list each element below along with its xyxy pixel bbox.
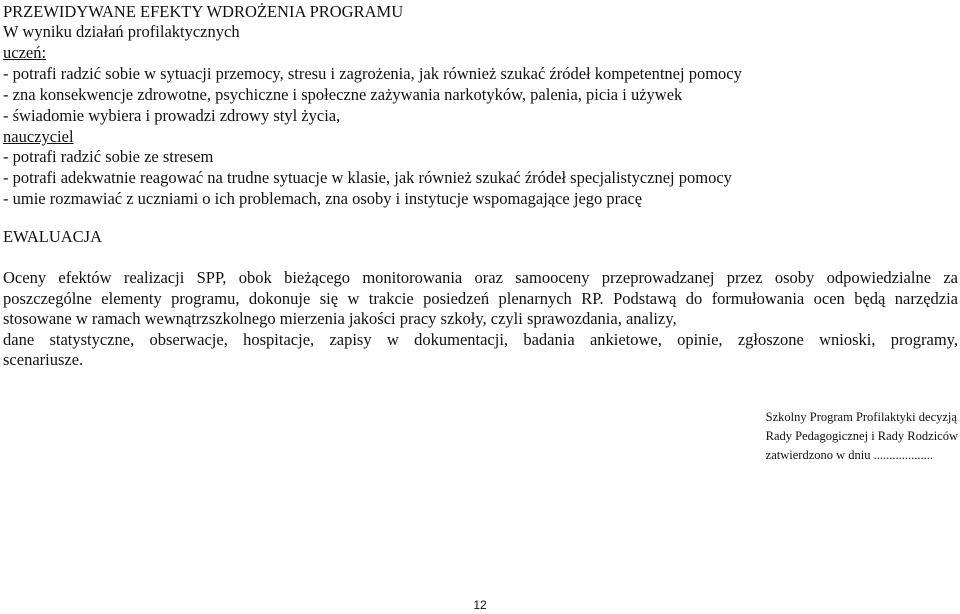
teacher-item-3: - umie rozmawiać z uczniami o ich problemach, zna osoby i instytucje wspomagające jego pracę xyxy=(3,189,643,208)
evaluation-heading: EWALUACJA xyxy=(3,227,102,246)
approval-line-3: zatwierdzono w dniu ................... xyxy=(765,448,933,462)
evaluation-paragraph xyxy=(3,268,958,371)
page-number: 12 xyxy=(473,598,487,612)
evaluation-line-4: dane statystyczne, obserwacje, hospitacje, zapisy w dokumentacji, badania ankietowe, opinie, zgłoszone wnioski, programy, xyxy=(3,329,958,349)
teacher-item-2: - potrafi adekwatnie reagować na trudne sytuacje w klasie, jak również szukać źródeł specjalistycznej pomocy xyxy=(3,168,732,187)
students-item-3: - świadomie wybiera i prowadzi zdrowy styl życia, xyxy=(3,106,341,125)
section-heading: PRZEWIDYWANE EFEKTY WDROŻENIA PROGRAMU xyxy=(3,2,404,21)
teacher-label: nauczyciel xyxy=(3,127,74,146)
approval-note xyxy=(766,408,958,465)
evaluation-line-3: stosowane w ramach wewnątrzszkolnego mierzenia jakości pracy szkoły, czyli sprawozdania, analizy, xyxy=(3,309,677,328)
students-item-2: - zna konsekwencje zdrowotne, psychiczne i społeczne zażywania narkotyków, palenia, picia i używek xyxy=(3,85,683,104)
approval-line-1: Szkolny Program Profilaktyki decyzją xyxy=(765,410,957,424)
evaluation-line-2: poszczególne elementy programu, dokonuje się w trakcie posiedzeń plenarnych RP. Podstawą do formułowania ocen będą narzędzia xyxy=(3,288,958,308)
approval-line-2: Rady Pedagogicznej i Rady Rodziców xyxy=(765,429,958,443)
teacher-item-1: - potrafi radzić sobie ze stresem xyxy=(3,147,214,166)
evaluation-line-5: scenariusze. xyxy=(3,350,84,369)
section-subheading: W wyniku działań profilaktycznych xyxy=(3,22,240,41)
students-item-1: - potrafi radzić sobie w sytuacji przemocy, stresu i zagrożenia, jak również szukać źródeł kompetentnej pomocy xyxy=(3,64,742,83)
evaluation-line-1: Oceny efektów realizacji SPP, obok bieżącego monitorowania oraz samooceny przeprowadzanej przez osoby odpowiedzialne za xyxy=(3,268,958,287)
students-label: uczeń: xyxy=(3,43,47,62)
